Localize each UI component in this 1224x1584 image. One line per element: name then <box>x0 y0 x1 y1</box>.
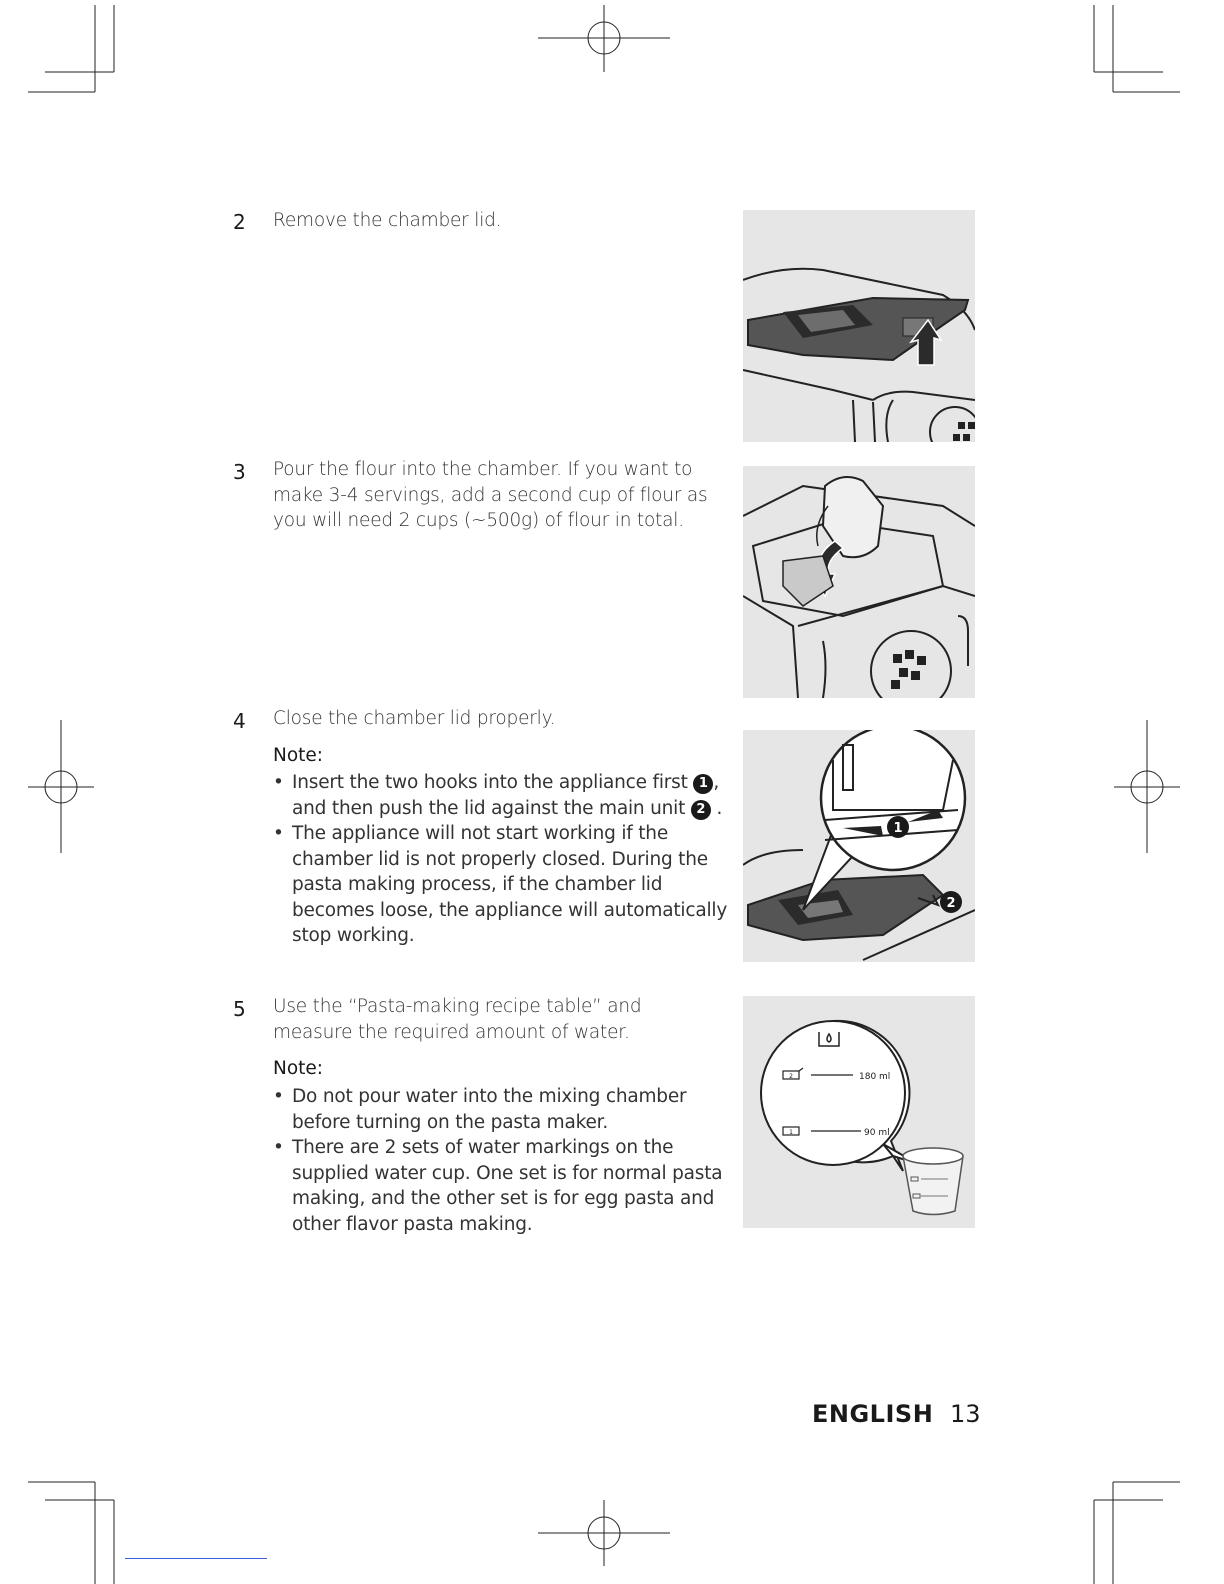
note-label: Note: <box>273 745 324 766</box>
water-cup-illustration <box>743 996 975 1228</box>
note-list <box>273 1084 733 1237</box>
remove-lid-illustration <box>743 210 975 442</box>
cup-icon-label-2: 2 <box>789 1073 793 1080</box>
marking-90ml: 90 ml <box>864 1128 890 1138</box>
note-item: • Do not pour water into the mixing chamber before turning on the pasta maker. <box>273 1084 733 1135</box>
step-instruction: Pour the flour into the chamber. If you want to make 3-4 servings, add a second cup of flour as you will need 2 cups (~500g) of flour in total. <box>273 459 708 531</box>
note-label: Note: <box>273 1058 324 1079</box>
step-number: 5 <box>233 997 246 1021</box>
step-instruction: Remove the chamber lid. <box>273 210 502 231</box>
step-number: 2 <box>233 210 246 234</box>
pour-flour-illustration <box>743 466 975 698</box>
callout-marker-2: 2 <box>691 800 711 820</box>
link-underline <box>125 1558 267 1559</box>
page-number: 13 <box>950 1400 981 1428</box>
marking-180ml: 180 ml <box>859 1072 891 1082</box>
cup-icon-label-1: 1 <box>789 1129 793 1136</box>
step-number: 4 <box>233 709 246 733</box>
footer-language: ENGLISH <box>812 1400 934 1428</box>
water-cup-icon <box>903 1148 963 1215</box>
step-instruction: Close the chamber lid properly. <box>273 708 556 729</box>
callout-marker-1: 1 <box>693 774 713 794</box>
note-item: • The appliance will not start working if the chamber lid is not properly closed. During the pasta making process, if the chamber lid becomes loose, the appliance will automatically stop working. <box>273 821 733 949</box>
note-list <box>273 770 733 949</box>
note-item: • Insert the two hooks into the appliance first 1 , and then push the lid against the main unit 2 . <box>273 770 733 821</box>
callout-2: 2 <box>946 896 956 911</box>
step-instruction: Use the “Pasta-making recipe table” and measure the required amount of water. <box>273 996 642 1043</box>
step-number: 3 <box>233 460 246 484</box>
callout-1: 1 <box>893 821 903 836</box>
close-lid-illustration <box>743 730 975 962</box>
note-item: • There are 2 sets of water markings on the supplied water cup. One set is for normal pasta making, and the other set is for egg pasta and other flavor pasta making. <box>273 1135 733 1237</box>
